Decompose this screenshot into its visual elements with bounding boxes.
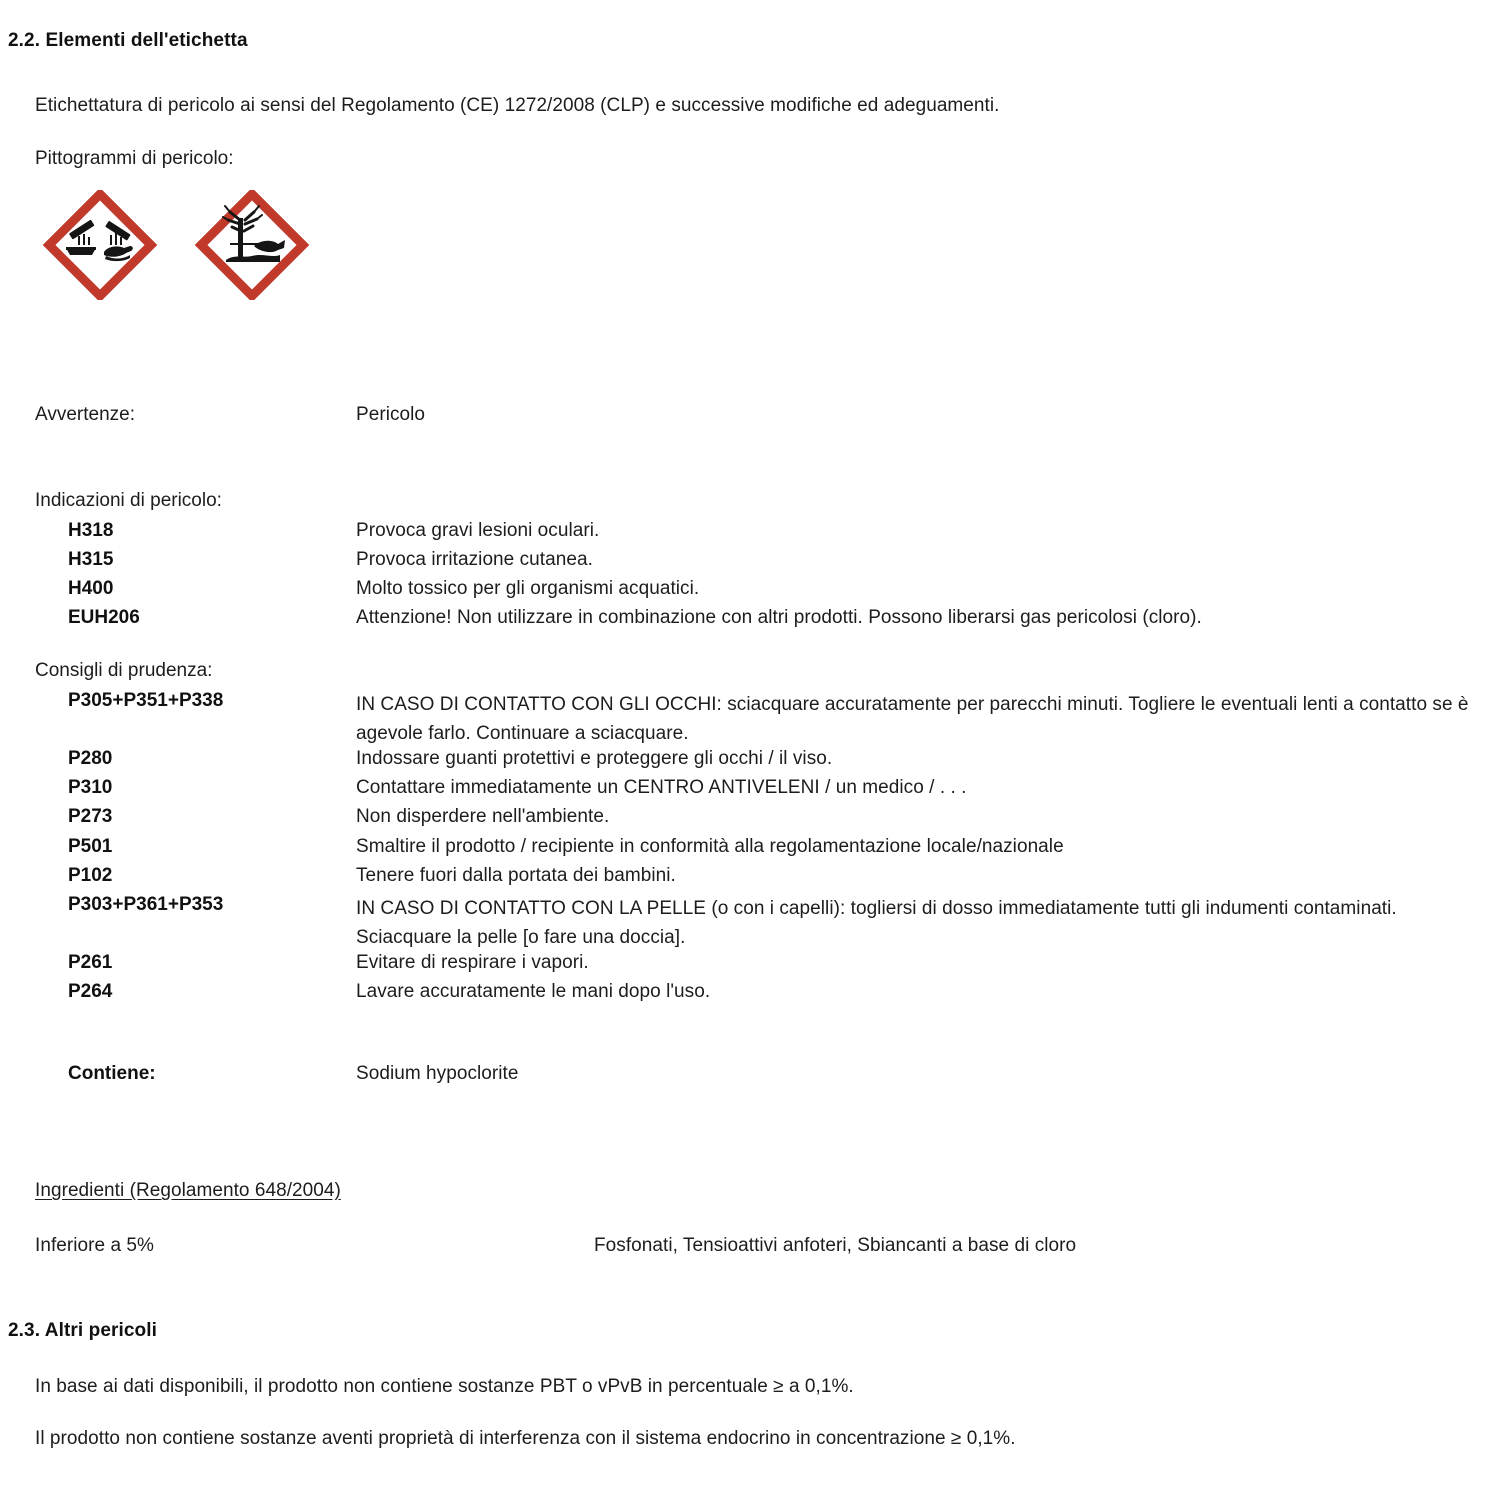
precaution-text-p280: Indossare guanti protettivi e proteggere gli occhi / il viso. [356,748,833,769]
precaution-text-p501: Smaltire il prodotto / recipiente in conformità alla regolamentazione locale/nazionale [356,836,1064,857]
signal-word-value: Pericolo [356,404,426,425]
section-2-2-heading: 2.2. Elementi dell'etichetta [8,30,248,51]
precaution-code-p280: P280 [68,748,113,769]
environment-pictogram [182,190,322,300]
precaution-code-p102: P102 [68,865,113,886]
precaution-text-p273: Non disperdere nell'ambiente. [356,806,610,827]
hazard-code-h400: H400 [68,578,114,599]
precaution-text-p303: IN CASO DI CONTATTO CON LA PELLE (o con i capelli): togliersi di dosso immediatamente tutti gli indumenti contaminati. Sciacquare la pelle [o fare una doccia]. [356,898,1397,948]
contains-label: Contiene: [68,1063,156,1084]
precaution-text-p102: Tenere fuori dalla portata dei bambini. [356,865,676,886]
precaution-code-p303: P303+P361+P353 [68,894,224,915]
hazard-statements-label: Indicazioni di pericolo: [35,490,222,511]
precaution-code-p264: P264 [68,981,113,1002]
contains-value: Sodium hypoclorite [356,1063,519,1084]
precaution-code-p273: P273 [68,806,113,827]
precaution-code-p310: P310 [68,777,113,798]
precaution-text-p305: IN CASO DI CONTATTO CON GLI OCCHI: sciacquare accuratamente per parecchi minuti. Togliere le eventuali lenti a contatto se è agevole farlo. Continuare a sciacquare. [356,694,1469,744]
precaution-text-p264: Lavare accuratamente le mani dopo l'uso. [356,981,711,1002]
ingredient-value: Fosfonati, Tensioattivi anfoteri, Sbiancanti a base di cloro [594,1235,1077,1256]
labelling-intro-text: Etichettatura di pericolo ai sensi del Regolamento (CE) 1272/2008 (CLP) e successive modifiche ed adeguamenti. [35,95,1000,116]
precaution-text-p261: Evitare di respirare i vapori. [356,952,589,973]
corrosion-pictogram [30,190,170,300]
hazard-code-euh206: EUH206 [68,607,140,628]
hazard-text-h400: Molto tossico per gli organismi acquatici. [356,578,700,599]
signal-word-label: Avvertenze: [35,404,135,425]
precaution-code-p305: P305+P351+P338 [68,690,224,711]
pictogram-row [30,190,322,300]
pictograms-label: Pittogrammi di pericolo: [35,148,234,169]
hazard-code-h318: H318 [68,520,114,541]
ingredient-range: Inferiore a 5% [35,1235,154,1256]
other-hazards-paragraph-2: Il prodotto non contiene sostanze aventi proprietà di interferenza con il sistema endocrino in concentrazione ≥ 0,1%. [35,1428,1016,1449]
precautionary-label: Consigli di prudenza: [35,660,213,681]
hazard-text-h318: Provoca gravi lesioni oculari. [356,520,600,541]
precaution-text-p310: Contattare immediatamente un CENTRO ANTIVELENI / un medico / . . . [356,777,967,798]
section-2-3-heading: 2.3. Altri pericoli [8,1320,158,1341]
hazard-code-h315: H315 [68,549,114,570]
precaution-code-p261: P261 [68,952,113,973]
hazard-text-h315: Provoca irritazione cutanea. [356,549,593,570]
hazard-text-euh206: Attenzione! Non utilizzare in combinazione con altri prodotti. Possono liberarsi gas pericolosi (cloro). [356,607,1202,628]
precaution-code-p501: P501 [68,836,113,857]
ingredients-heading: Ingredienti (Regolamento 648/2004) [35,1180,341,1201]
other-hazards-paragraph-1: In base ai dati disponibili, il prodotto non contiene sostanze PBT o vPvB in percentuale ≥ a 0,1%. [35,1376,854,1397]
